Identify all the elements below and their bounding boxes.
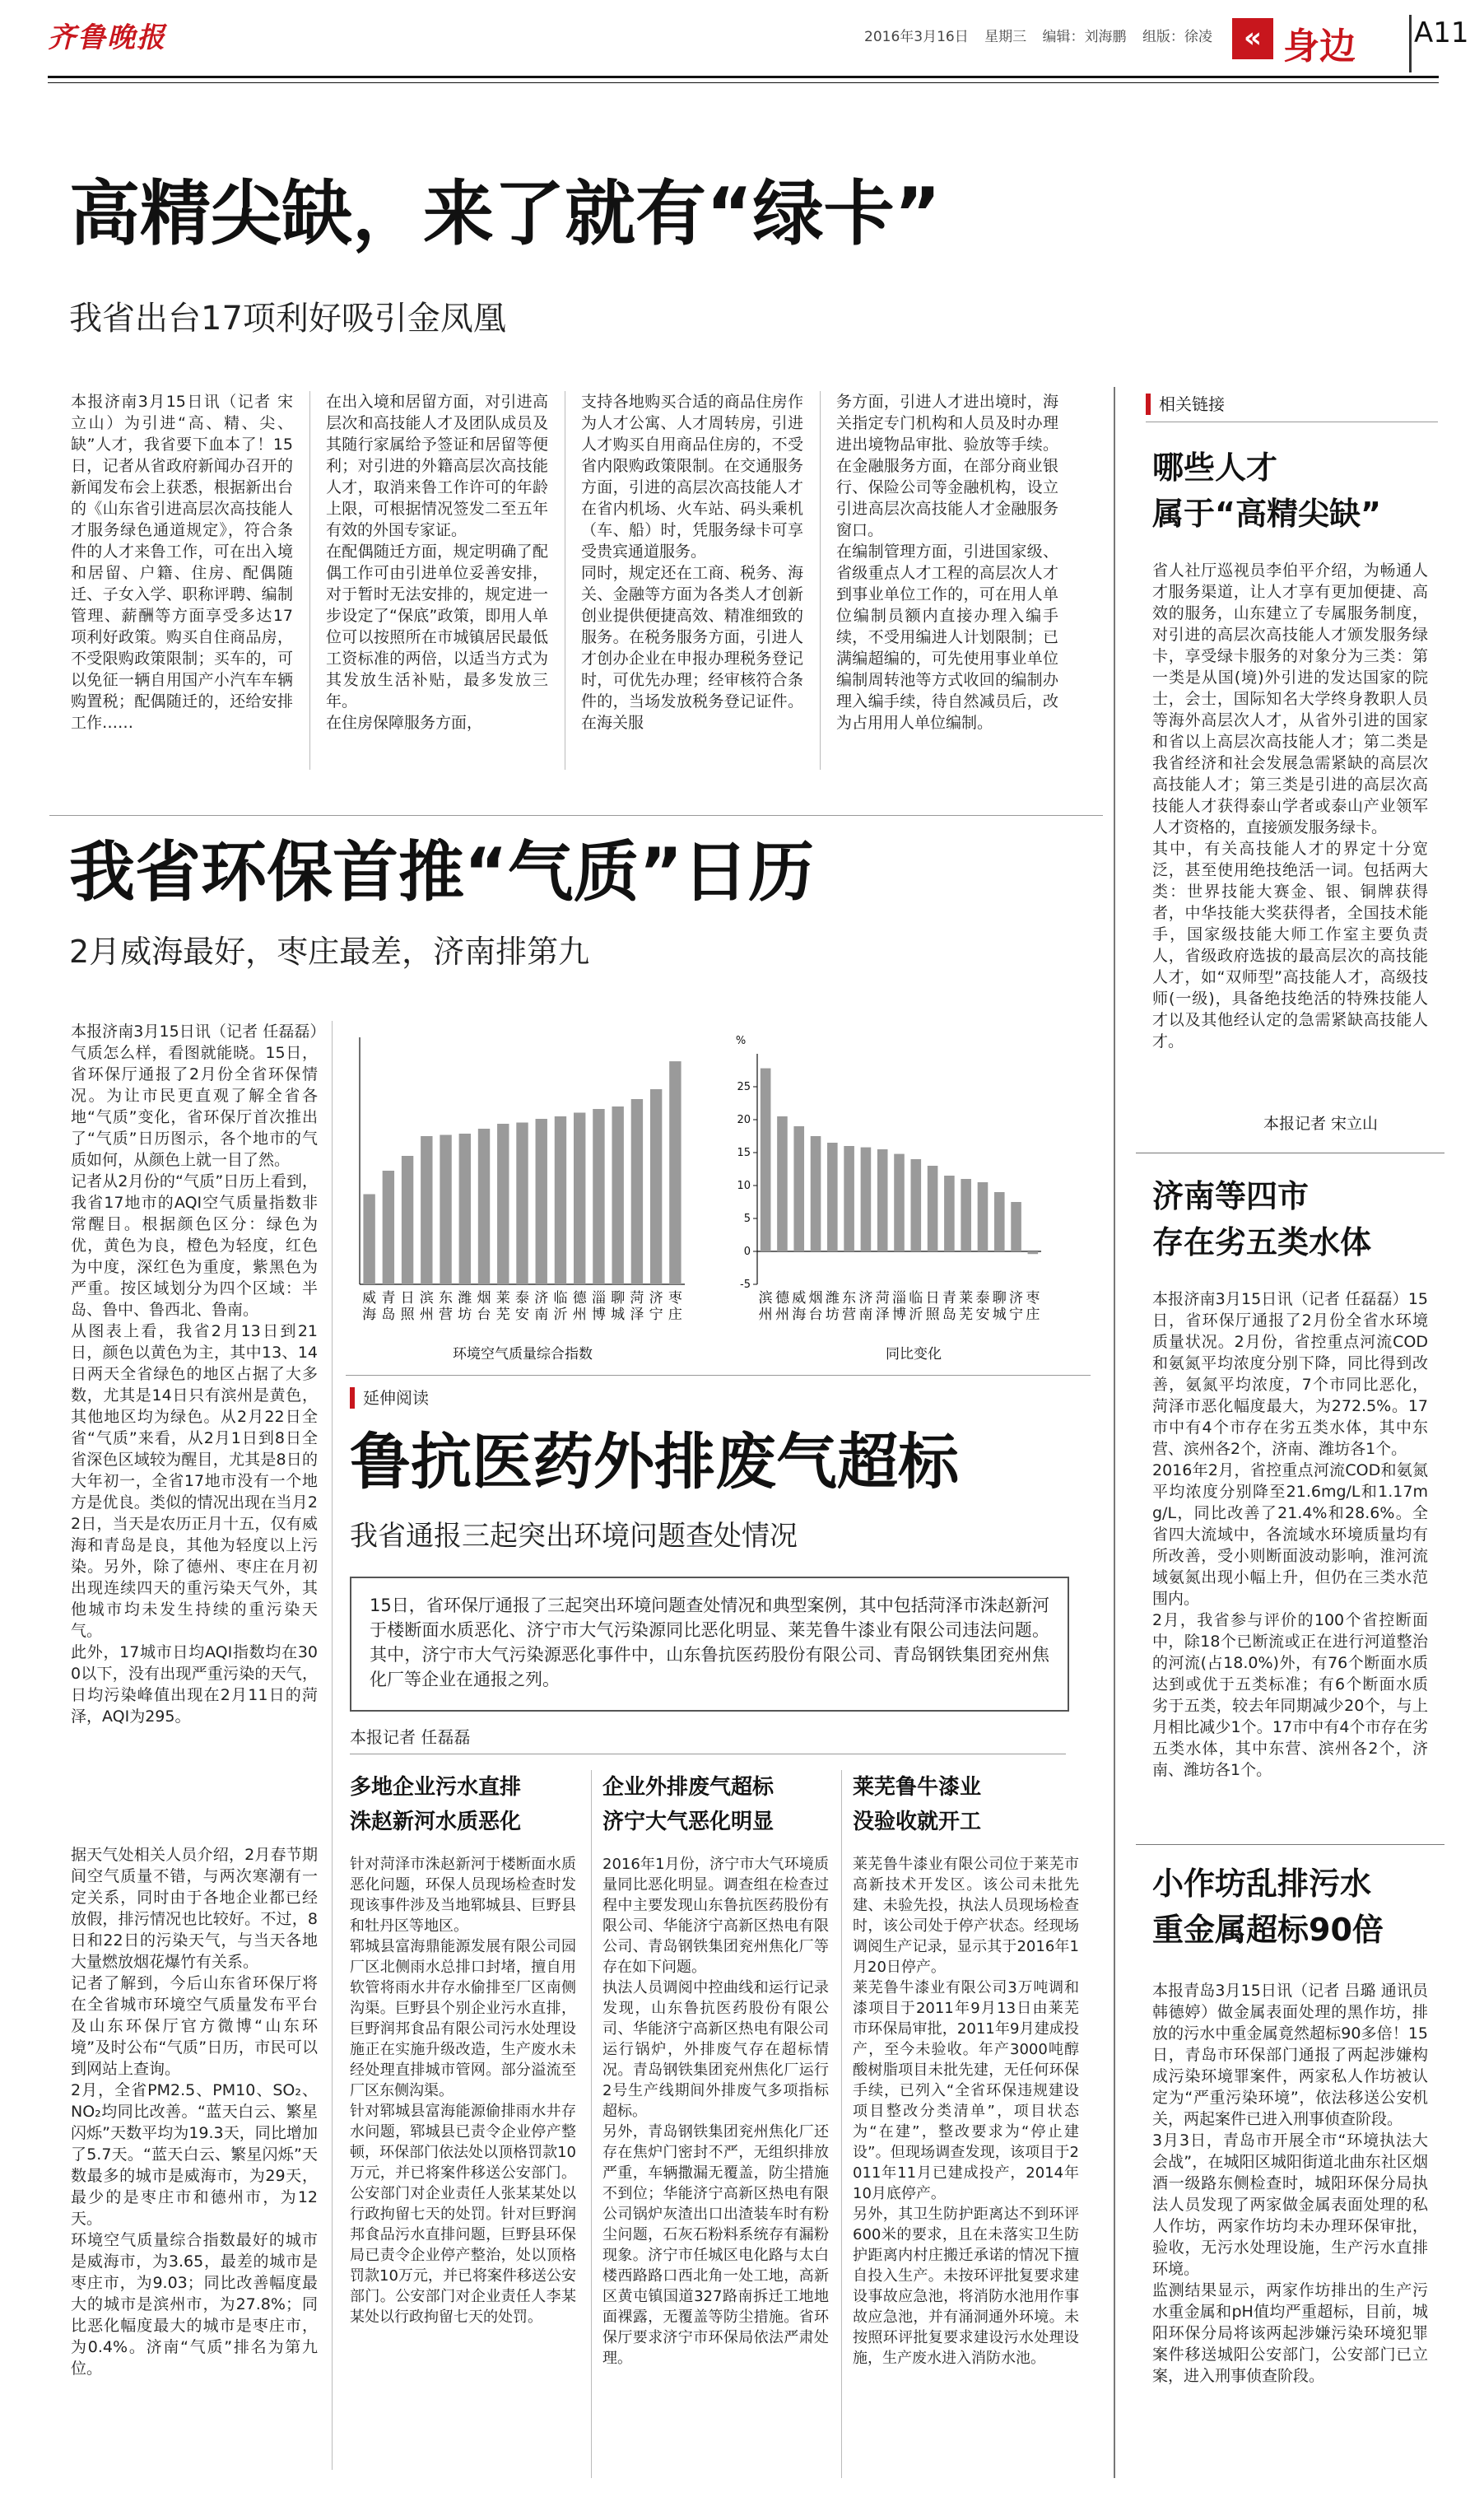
chart2-bar-青岛 <box>944 1176 955 1251</box>
chart1-category-label: 莱芜 <box>495 1290 510 1323</box>
article2-subhead: 2月威海最好，枣庄最差，济南排第九 <box>69 934 590 970</box>
article3-subhead: 我省通报三起突出环境问题查处情况 <box>350 1520 798 1553</box>
sidebar-divider <box>1114 387 1115 2478</box>
chart1-bar-济宁 <box>650 1089 662 1284</box>
sidebar3-title <box>1152 1861 1384 1953</box>
col1-title-line2: 洙赵新河水质恶化 <box>350 1810 522 1834</box>
article3-col-2 <box>602 1770 829 2488</box>
chart2-bar-烟台 <box>811 1136 821 1251</box>
chart1-category-label: 威海 <box>362 1290 377 1323</box>
extended-reading-tag: 延伸阅读 <box>350 1387 429 1409</box>
chart1-category-label: 泰安 <box>515 1290 529 1323</box>
sidebar2-title-line2: 存在劣五类水体 <box>1152 1224 1372 1260</box>
chart2-bar-淄博 <box>894 1154 905 1251</box>
column-rule <box>309 391 310 770</box>
chart1-bar-枣庄 <box>669 1061 681 1284</box>
article3-byline: 本报记者 任磊磊 <box>350 1727 471 1747</box>
chart1-category-label: 烟台 <box>477 1290 491 1323</box>
chart1-bar-济南 <box>536 1119 547 1284</box>
chart1-category-label: 济南 <box>534 1290 549 1323</box>
chart1-bar-日照 <box>402 1156 413 1284</box>
chart2-ytick-label: 15 <box>737 1147 751 1159</box>
page-number: A11 <box>1414 16 1469 49</box>
header-rule-thin <box>48 82 1439 83</box>
sidebar2-title-line1: 济南等四市 <box>1152 1178 1310 1214</box>
chart1-category-label: 淄博 <box>591 1290 606 1323</box>
chart2-bar-潍坊 <box>827 1143 838 1251</box>
section-rule <box>49 815 1103 816</box>
chart2-category-label: 威海 <box>792 1290 807 1323</box>
chart2-bar-泰安 <box>978 1182 989 1251</box>
sidebar-rule <box>1136 1844 1444 1845</box>
col2-title-line2: 济宁大气恶化明显 <box>602 1810 775 1834</box>
chart1-bar-莱芜 <box>497 1124 509 1284</box>
col3-body: 莱芜鲁牛漆业有限公司位于莱芜市高新技术开发区。该公司未批先建、未验先投，执法人员现场检查时，该公司处于停产状态。经现场调阅生产记录，显示其于2016年1月20日停产。 莱芜鲁牛漆业有限公司3万吨调和漆项目于2011年9月13日由莱芜市环保局审批，2011年9月建成投产，至今未验收。年产3000吨醇酸树脂项目未批先建，无任何环保手续，已列入“全省环保违规建设项目整改分类清单”，项目状态为“在建”，整改要求为“停止建设”。但现场调查发现，该项目于2011年11月已建成投产，2014年10月底停产。 另外，其卫生防护距离达不到环评600米的要求，且在未落实卫生防护距离内村庄搬迁承诺的情况下擅自投入生产。未按环评批复要求建设事故应急池，将消防水池用作事故应急池，并有涌洞通外环境。未按照环评批复要求建设污水处理设施，生产废水进入消防水池。 <box>853 1856 1079 2367</box>
col2-body: 2016年1月份，济宁市大气环境质量同比恶化明显。调查组在检查过程中主要发现山东鲁抗医药股份有限公司、华能济宁高新区热电有限公司、青岛钢铁集团兖州焦化厂等存在如下问题。 执法人员调阅中控曲线和运行记录发现，山东鲁抗医药股份有限公司、华能济宁高新区热电有限公司运行锅炉，外排废气存在超标情况。青岛钢铁集团兖州焦化厂运行2号生产线期间外排废气多项指标超标。 另外，青岛钢铁集团兖州焦化厂还存在焦炉门密封不严，无组织排放严重，车辆撒漏无覆盖，防尘措施不到位；华能济宁高新区热电有限公司锅炉灰渣出口出渣装车时有粉尘问题，石灰石粉料系统存有漏粉现象。济宁市任城区电化路与太白楼西路路口西北角一处工地，高新区黄屯镇国道327路南拆迁工地地面裸露，无覆盖等防尘措施。省环保厅要求济宁市环保局依法严肃处理。 <box>602 1856 829 2367</box>
sidebar1-body: 省人社厅巡视员李伯平介绍，为畅通人才服务渠道，让人才享有更加便捷、高效的服务，山东建立了专属服务制度，对引进的高层次高技能人才颁发服务绿卡，享受绿卡服务的对象分为三类：第一类是从国(境)外引进的发达国家的院士，会士，国际知名大学终身教职人员等海外高层次人才，从省外引进的国家和省以上高层次高技能人才；第二类是我省经济和社会发展急需紧缺的高层次高技能人才；第三类是引进的高层次高技能人才获得泰山学者或泰山产业领军人才资格的，直接颁发服务绿卡。 其中，有关高技能人才的界定十分宽泛，甚至使用绝技绝活一词。包括两大类：世界技能大赛金、银、铜牌获得者，中华技能大奖获得者，全国技术能手，国家级技能大师工作室主要负责人，省级政府选拔的最高层次的高技能人才，如“双师型”高技能人才，高级技师(一级)，具备绝技绝活的特殊技能人才以及其他经认定的急需紧缺高技能人才。 <box>1152 561 1428 1051</box>
chart1-category-label: 临沂 <box>553 1290 568 1323</box>
article3-headline: 鲁抗医药外排废气超标 <box>350 1427 959 1498</box>
chart1-bar-德州 <box>574 1113 585 1285</box>
article3-intro: 15日，省环保厅通报了三起突出环境问题查处情况和典型案例，其中包括菏泽市洙赵新河于楼断面水质恶化、济宁市大气污染源同比恶化明显、莱芜鲁牛漆业有限公司违法问题。其中，济宁市大气污染源恶化事件中，山东鲁抗医药股份有限公司、青岛钢铁集团兖州焦化厂等企业在通报之列。 <box>370 1596 1049 1689</box>
chart2-category-label: 日照 <box>925 1290 940 1323</box>
chart1-bar-东营 <box>440 1135 451 1285</box>
chart2-ytick-label: 25 <box>737 1081 751 1093</box>
chart2-ytick-label: 5 <box>743 1213 751 1225</box>
col1-title-line1: 多地企业污水直排 <box>350 1775 522 1800</box>
chart2-bar-枣庄 <box>1028 1251 1039 1254</box>
chart2-ytick-label: 20 <box>737 1114 751 1126</box>
chart2-bar-菏泽 <box>877 1149 888 1251</box>
article3-col-1 <box>350 1770 576 2488</box>
article3-col-3 <box>853 1770 1079 2488</box>
sidebar1-title-line1: 哪些人才 <box>1152 450 1278 486</box>
article2-headline: 我省环保首推“气质”日历 <box>69 834 815 911</box>
chart1-category-label: 东营 <box>439 1290 454 1323</box>
col2-title-line1: 企业外排废气超标 <box>602 1775 775 1800</box>
chevron-left-icon: « <box>1232 18 1273 59</box>
chart2-category-label: 枣庄 <box>1026 1290 1040 1323</box>
sidebar1-title <box>1152 445 1381 537</box>
chart1-bar-滨州 <box>421 1136 432 1284</box>
chart2-category-label: 青岛 <box>942 1290 956 1323</box>
article1-col-1: 本报济南3月15日讯（记者 宋立山）为引进“高、精、尖、缺”人才，我省要下血本了！15日，记者从省政府新闻办召开的新闻发布会上获悉，根据新出台的《山东省引进高层次高技能人才服务绿色通道规定》，符合条件的人才来鲁工作，可在出入境和居留、户籍、住房、配偶随迁、子女入学、职称评聘、编制管理、薪酬等方面享受多达17项利好政策。购买自住商品房，不受限购政策限制；买车的，可以免征一辆自用国产小汽车车辆购置税；配偶随迁的，还给安排工作…… <box>71 393 293 732</box>
section-tab <box>1232 12 1426 66</box>
chart1-category-label: 菏泽 <box>630 1290 644 1323</box>
chart1-category-label: 枣庄 <box>668 1290 682 1323</box>
chart1-category-label: 聊城 <box>611 1290 626 1323</box>
article1-col-3: 支持各地购买合适的商品住房作为人才公寓、人才周转房，引进人才购买自用商品住房的，不受省内限购政策限制。在交通服务方面，引进的高层次高技能人才在省内机场、火车站、码头乘机（车、船）时，凭服务绿卡可享受贵宾通道服务。 同时，规定还在工商、税务、海关、金融等方面为各类人才创新创业提供便捷高效、精准细致的服务。在税务服务方面，引进人才创办企业在申报办理税务登记时，可优先办理；经审核符合条件的，当场发放税务登记证件。在海关服 <box>581 393 803 732</box>
chart2-bar-临沂 <box>911 1159 922 1251</box>
chart2-category-label: 莱芜 <box>959 1290 974 1323</box>
article2-col-1: 本报济南3月15日讯（记者 任磊磊）气质怎么样，看图就能晓。15日，省环保厅通报了2月份全省环保情况。为让市民更直观了解全省各地“气质”变化，省环保厅首次推出了“气质”日历图示，各个地市的气质如何，从颜色上就一目了然。 记者从2月份的“气质”日历上看到，我省17地市的AQI空气质量指数非常醒目。根据颜色区分：绿色为优，黄色为良，橙色为轻度，红色为中度，深红色为重度，紫黑色为严重。按区域划分为四个区域：半岛、鲁中、鲁西北、鲁南。 从图表上看，我省2月13日到21日，颜色以黄色为主，其中13、14日两天全省绿色的地区占据了大多数，尤其是14日只有滨州是黄色，其他地区均为绿色。从2月22日全省“气质”来看，从2月1日到8日全省深色区域较为醒目，尤其是8日的大年初一，全省17地市没有一个地方是优良。类似的情况出现在当月22日，当天是农历正月十五，仅有威海和青岛是良，其他为轻度以上污染。另外，除了德州、枣庄在月初出现连续四天的重污染天气外，其他城市均未发生持续的重污染天气。 此外，17城市日均AQI指数均在300以下，没有出现严重污染的天气，日均污染峰值出现在2月11日的菏泽，AQI为295。 <box>71 1023 318 1726</box>
chart1-bar-潍坊 <box>459 1134 471 1284</box>
chart1-bar-青岛 <box>383 1171 394 1284</box>
chart2-ytick-label: 10 <box>737 1180 751 1192</box>
chart1-category-label: 德州 <box>572 1290 587 1323</box>
section-rule <box>346 1375 1091 1376</box>
chart2-category-label: 滨州 <box>758 1290 773 1323</box>
chart2-category-label: 菏泽 <box>875 1290 890 1323</box>
chart1-category-label: 日照 <box>400 1290 415 1323</box>
designer-credit: 组版：徐凌 <box>1142 29 1212 45</box>
chart2-category-label: 临沂 <box>909 1290 923 1323</box>
chart2-category-label: 济南 <box>858 1290 873 1323</box>
masthead-logo: 齐鲁晚报 <box>48 21 166 54</box>
sidebar1-title-line2: 属于“高精尖缺” <box>1152 496 1381 532</box>
chart2-category-label: 潍坊 <box>825 1290 840 1323</box>
chart2-caption: 同比变化 <box>886 1346 942 1363</box>
chart-yoy-change <box>708 1021 1054 1367</box>
chart1-bar-临沂 <box>555 1116 566 1284</box>
chart1-bar-聊城 <box>612 1106 623 1284</box>
header-rule <box>48 76 1439 78</box>
chart1-category-label: 滨州 <box>419 1290 434 1323</box>
chart1-bar-威海 <box>363 1195 374 1285</box>
chart2-category-label: 泰安 <box>975 1290 990 1323</box>
col1-body: 针对菏泽市洙赵新河于楼断面水质恶化问题，环保人员现场检查时发现该事件涉及当地郓城县、巨野县和牡丹区等地区。 郓城县富海鼎能源发展有限公司园厂区北侧雨水总排口封堵，擅自用软管将雨水井存水偷排至厂区南侧沟渠。巨野县个别企业污水直排，巨野润邦食品有限公司污水处理设施正在实施升级改造，生产废水未经处理直排城市管网。部分溢流至厂区东侧沟渠。 针对郓城县富海能源偷排雨水井存水问题，郓城县已责令企业停产整顿，环保部门依法处以顶格罚款10万元，并已将案件移送公安部门。公安部门对企业责任人张某某处以行政拘留七天的处罚。针对巨野润邦食品污水直排问题，巨野县环保局已责令企业停产整治，处以顶格罚款10万元，并已将案件移送公安部门。公安部门对企业责任人李某某处以行政拘留七天的处罚。 <box>350 1856 576 2326</box>
chart2-bar-莱芜 <box>961 1179 971 1251</box>
chart1-bar-泰安 <box>516 1123 528 1285</box>
column-rule <box>841 1770 842 2478</box>
section-divider <box>1409 15 1412 72</box>
chart2-category-label: 德州 <box>775 1290 789 1323</box>
chart2-bar-滨州 <box>761 1069 771 1251</box>
chart1-bar-淄博 <box>593 1109 604 1284</box>
chart1-caption: 环境空气质量综合指数 <box>453 1346 593 1363</box>
issue-weekday: 星期三 <box>984 29 1027 45</box>
related-link-tag: 相关链接 <box>1146 394 1225 415</box>
chart1-category-label: 济宁 <box>649 1290 663 1323</box>
article1-headline: 高精尖缺，来了就有“绿卡” <box>69 173 942 255</box>
col3-title-line1: 莱芜鲁牛漆业 <box>853 1775 982 1800</box>
chart2-category-label: 淄博 <box>892 1290 906 1323</box>
chart2-bar-威海 <box>793 1126 804 1251</box>
chart2-bar-日照 <box>928 1166 938 1251</box>
chart1-bar-菏泽 <box>631 1099 643 1284</box>
sidebar3-title-line1: 小作坊乱排污水 <box>1152 1866 1372 1902</box>
chart2-category-label: 烟台 <box>808 1290 823 1323</box>
col3-title-line2: 没验收就开工 <box>853 1810 982 1834</box>
article1-col-2: 在出入境和居留方面，对引进高层次和高技能人才及团队成员及其随行家属给予签证和居留等便利；对引进的外籍高层次高技能人才，取消来鲁工作许可的年龄上限，可根据情况签发二至五年有效的外国专家证。 在配偶随迁方面，规定明确了配偶工作可由引进单位妥善安排，对于暂时无法安排的，规定进一步设定了“保底”政策，即用人单位可以按照所在市城镇居民最低工资标准的两倍，以适当方式为其发放生活补贴，最多发放三年。 在住房保障服务方面， <box>326 393 548 732</box>
article1-col-4: 务方面，引进人才进出境时，海关指定专门机构和人员及时办理进出境物品审批、验放等手续。在金融服务方面，在部分商业银行、保险公司等金融机构，设立引进高层次高技能人才金融服务窗口。 在编制管理方面，引进国家级、省级重点人才工程的高层次人才到事业单位工作的，可在用人单位编制员额内直接办理入编手续，不受用编进人计划限制；已满编超编的，可先使用事业单位编制周转池等方式收回的编制办理入编手续，待自然减员后，改为占用用人单位编制。 <box>836 393 1058 732</box>
chart-air-quality-index <box>350 1021 691 1367</box>
header-meta <box>864 25 1224 45</box>
chart2-unit: % <box>735 1035 747 1047</box>
chart1-category-label: 青岛 <box>381 1290 396 1323</box>
sidebar2-title <box>1152 1173 1371 1265</box>
sidebar2-body: 本报济南3月15日讯（记者 任磊磊）15日，省环保厅通报了2月份全省水环境质量状况。2月份，省控重点河流COD和氨氮平均浓度分别下降，同比得到改善，氨氮平均浓度，7个市同比恶化，菏泽市恶化幅度最大，为272.5%。17市中有4个市存在劣五类水体，其中东营、滨州各2个，济南、潍坊各1个。 2016年2月，省控重点河流COD和氨氮平均浓度分别降至21.6mg/L和1.17mg/L，同比改善了21.4%和28.6%。全省四大流域中，各流域水环境质量均有所改善，受小则断面波动影响，淮河流域氨氮出现小幅上升，但仍在三类水范围内。 2月，我省参与评价的100个省控断面中，除18个已断流或正在进行河道整治的河流(占18.0%)外，有76个断面水质达到或优于五类标准；有6个断面水质劣于五类，较去年同期减少20个，与上月相比减少1个。17市中有4个市存在劣五类水体，其中东营、滨州各2个，济南、潍坊各1个。 <box>1152 1290 1428 1779</box>
article2-col-1b: 据天气处相关人员介绍，2月春节期间空气质量不错，与两次寒潮有一定关系，同时由于各地企业都已经放假，排污情况也比较好。不过，8日和22日的污染天气，与当天各地大量燃放烟花爆竹有关系。 记者了解到，今后山东省环保厅将在全省城市环境空气质量发布平台及山东环保厅官方微博“山东环境”及时公布“气质”日历，市民可以到网站上查询。 2月，全省PM2.5、PM10、SO₂、NO₂均同比改善。“蓝天白云、繁星闪烁”天数平均为19.3天，同比增加了5.7天。“蓝天白云、繁星闪烁”天数最多的城市是威海市，为29天，最少的是枣庄市和德州市，为12天。 环境空气质量综合指数最好的城市是威海市，为3.65，最差的城市是枣庄市，为9.03；同比改善幅度最大的城市是滨州市，为27.8%；同比恶化幅度最大的城市是枣庄市，为0.4%。济南“气质”排名为第九位。 <box>71 1846 318 2378</box>
chart2-bar-济宁 <box>1011 1202 1021 1251</box>
chart2-ytick-label: -5 <box>740 1279 751 1291</box>
sidebar3-body: 本报青岛3月15日讯（记者 吕璐 通讯员 韩德婷）做金属表面处理的黑作坊，排放的污水中重金属竟然超标90多倍！15日，青岛市环保部门通报了两起涉嫌构成污染环境罪案件，两家私人作坊被认定为“严重污染环境”，依法移送公安机关，两起案件已进入刑事侦查阶段。 3月3日，青岛市开展全市“环境执法大会战”，在城阳区城阳街道北曲东社区烟酒一级路东侧检查时，城阳环保分局执法人员发现了两家做金属表面处理的私人作坊，两家作坊均未办理环保审批，验收，无污水处理设施，生产污水直排环境。 监测结果显示，两家作坊排出的生产污水重金属和pH值均严重超标，目前，城阳环保分局将该两起涉嫌污染环境犯罪案件移送城阳公安部门，公安部门已立案，进入刑事侦查阶段。 <box>1152 1982 1428 2385</box>
article3-intro-box <box>350 1577 1069 1712</box>
chart2-category-label: 聊城 <box>992 1290 1007 1323</box>
chart1-bar-烟台 <box>478 1129 490 1284</box>
sidebar1-byline: 本报记者 宋立山 <box>1263 1115 1379 1133</box>
chart2-category-label: 东营 <box>842 1290 857 1323</box>
column-rule <box>591 1770 592 2478</box>
sidebar3-title-line2: 重金属超标90倍 <box>1152 1912 1384 1948</box>
editor-credit: 编辑：刘海鹏 <box>1042 29 1127 45</box>
chart2-bar-东营 <box>844 1146 854 1251</box>
column-rule <box>332 1021 333 2470</box>
issue-date: 2016年3月16日 <box>864 29 969 45</box>
chart2-bar-济南 <box>861 1148 872 1251</box>
column-rule <box>820 391 821 770</box>
chart2-bar-德州 <box>777 1116 788 1251</box>
section-name: 身边 <box>1283 26 1356 68</box>
chart2-ytick-label: 0 <box>743 1246 751 1258</box>
chart1-category-label: 潍坊 <box>458 1290 472 1323</box>
chart2-bar-聊城 <box>994 1192 1005 1251</box>
chart2-category-label: 济宁 <box>1009 1290 1024 1323</box>
article1-subhead: 我省出台17项利好吸引金凤凰 <box>69 300 506 338</box>
